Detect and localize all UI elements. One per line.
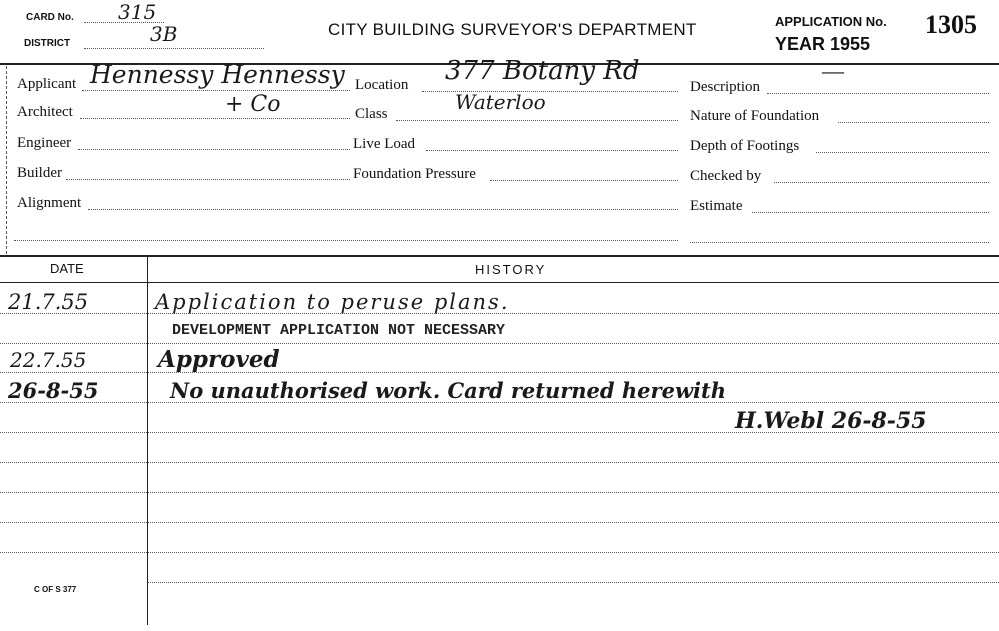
architect-line (80, 118, 350, 119)
history-header-border (0, 282, 999, 283)
development-stamp: DEVELOPMENT APPLICATION NOT NECESSARY (172, 322, 506, 339)
district-line (84, 48, 264, 49)
alignment-label: Alignment (17, 195, 82, 211)
nature-of-foundation-label: Nature of Foundation (690, 108, 820, 124)
estimate-line-2 (690, 242, 989, 243)
date-header: DATE (50, 261, 84, 276)
card-no-label: CARD No. (26, 12, 74, 23)
checked-by-label: Checked by (690, 168, 762, 184)
history-text: Application to peruse plans. (155, 290, 510, 314)
location-value: 377 Botany Rd (445, 56, 640, 86)
foundation-pressure-line (490, 180, 678, 181)
application-number: 1305 (925, 10, 977, 39)
foundation-pressure-label: Foundation Pressure (353, 166, 476, 182)
builder-label: Builder (17, 165, 62, 181)
depth-of-footings-line (816, 152, 989, 153)
application-label: APPLICATION No. (775, 14, 887, 29)
architect-label: Architect (17, 104, 73, 120)
engineer-label: Engineer (17, 135, 72, 151)
checked-by-line (774, 182, 989, 183)
signature: H.Webl 26-8-55 (735, 408, 927, 434)
district-label: DISTRICT (24, 38, 71, 49)
estimate-label: Estimate (690, 198, 743, 214)
department-title: CITY BUILDING SURVEYOR'S DEPARTMENT (328, 20, 697, 39)
nature-of-foundation-line (838, 122, 989, 123)
applicant-line (82, 90, 350, 91)
history-header: HISTORY (475, 262, 547, 277)
builder-line (66, 179, 350, 180)
history-date: 22.7.55 (10, 348, 87, 372)
form-code: C OF S 377 (34, 585, 77, 594)
history-rule (0, 552, 999, 553)
history-rule (0, 372, 999, 373)
history-rule (0, 462, 999, 463)
history-date: 21.7.55 (8, 290, 89, 314)
year-label: YEAR 1955 (775, 34, 871, 54)
history-date: 26-8-55 (8, 378, 99, 403)
live-load-line (426, 150, 678, 151)
district-value: 3B (150, 22, 178, 46)
history-rule (0, 492, 999, 493)
history-text: Approved (158, 346, 280, 373)
description-value: — (822, 58, 844, 83)
location-label: Location (355, 77, 409, 93)
depth-of-footings-label: Depth of Footings (690, 138, 800, 154)
history-rule (0, 343, 999, 344)
alignment-line-2 (14, 240, 678, 241)
estimate-line (752, 212, 989, 213)
applicant-value: Hennessy Hennessy (90, 60, 345, 89)
alignment-line (88, 209, 678, 210)
description-label: Description (690, 79, 760, 95)
class-line (396, 120, 678, 121)
history-text: No unauthorised work. Card returned herewith (170, 378, 726, 403)
history-top-border (0, 255, 999, 257)
architect-value: + Co (225, 92, 281, 117)
date-column-divider (147, 255, 148, 625)
class-label: Class (355, 106, 388, 122)
history-rule (0, 522, 999, 523)
class-value: Waterloo (455, 90, 546, 114)
left-margin-line (6, 66, 7, 254)
history-rule (148, 582, 999, 583)
applicant-label: Applicant (17, 76, 77, 92)
description-line (767, 93, 989, 94)
live-load-label: Live Load (353, 136, 416, 152)
card-no-value: 315 (118, 0, 157, 24)
engineer-line (78, 149, 350, 150)
